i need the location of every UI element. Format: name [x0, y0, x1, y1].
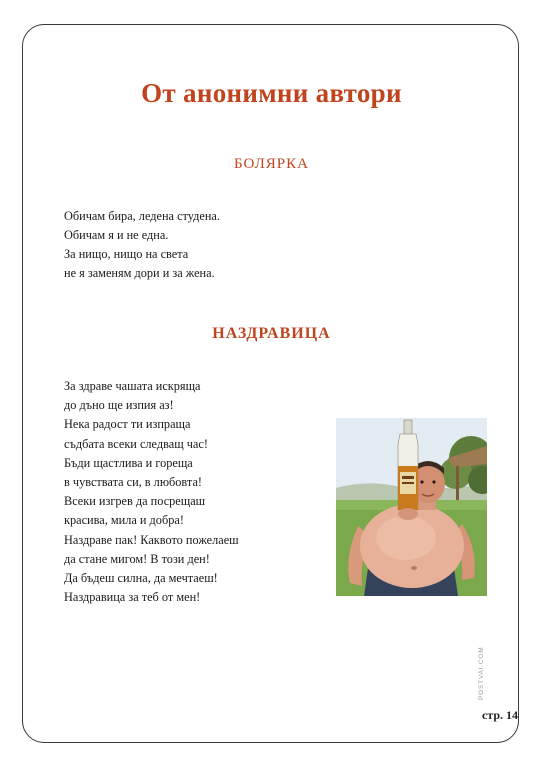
page-title: От анонимни автори: [141, 78, 402, 108]
poem-line: не я заменям дори и за жена.: [64, 266, 215, 280]
poem-line: Обичам я и не една.: [64, 228, 169, 242]
poem-line: красива, мила и добра!: [64, 513, 184, 528]
watermark: POSTVAI.COM: [478, 646, 485, 700]
poem-line: до дъно ще изпия аз!: [64, 398, 174, 413]
poem-line: Наздравица за теб от мен!: [64, 590, 201, 605]
poem-line: Бъди щастлива и гореща: [64, 455, 193, 470]
poem-line: Нека радост ти изпраща: [64, 417, 191, 432]
page-number: стр. 14: [481, 708, 518, 722]
photo-man-with-bottle: [336, 418, 487, 596]
poem-line: Всеки изгрев да посрещаш: [64, 494, 206, 509]
poem-line: Наздраве пак! Каквото пожелаеш: [64, 532, 239, 547]
poem-line: За нищо, нищо на света: [64, 247, 189, 261]
poem-line: съдбата всеки следващ час!: [64, 436, 208, 451]
poem-title-nazdravitsa: НАЗДРАВИЦА: [212, 325, 331, 342]
poem-line: Обичам бира, ледена студена.: [64, 209, 220, 223]
poem-bolyarka: [64, 207, 220, 283]
poem-line: Да бъдеш силна, да мечтаеш!: [64, 571, 218, 586]
poem-line: За здраве чашата искряща: [64, 379, 201, 393]
poem-nazdravitsa: [64, 377, 239, 607]
poem-title-bolyarka: БОЛЯРКА: [234, 156, 309, 172]
poem-line: в чувствата си, в любовта!: [64, 475, 202, 490]
poem-line: да стане мигом! В този ден!: [64, 551, 210, 566]
